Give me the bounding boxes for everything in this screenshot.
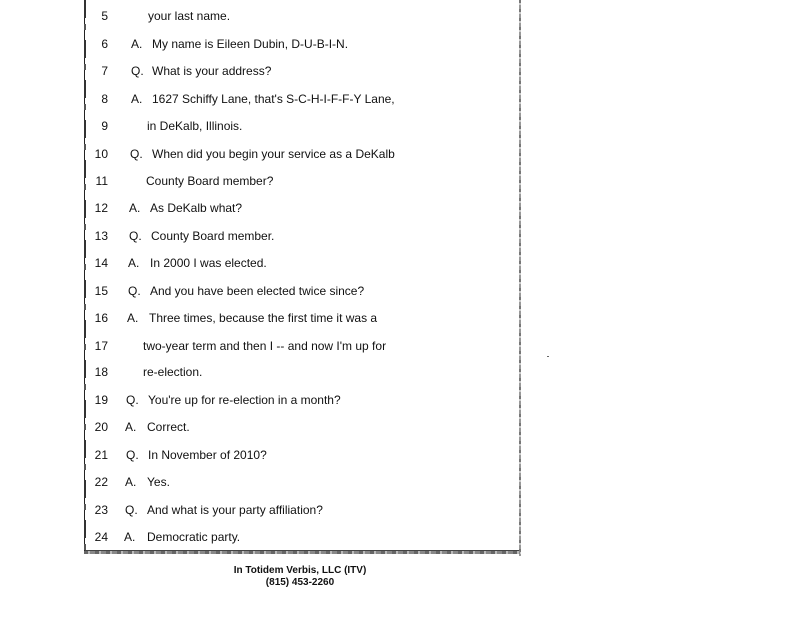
line-number: 18: [94, 365, 108, 379]
line-text: And you have been elected twice since?: [150, 284, 365, 298]
line-number: 20: [94, 420, 108, 434]
line-text: What is your address?: [152, 64, 272, 78]
speaker-label: Q.: [131, 64, 144, 78]
speaker-label: A.: [129, 201, 141, 215]
line-number: 10: [94, 147, 108, 161]
transcript-line: [0, 527, 520, 547]
line-text: Yes.: [147, 475, 170, 489]
speaker-label: Q.: [126, 393, 139, 407]
line-text: re-election.: [143, 365, 203, 379]
line-number: 19: [94, 393, 108, 407]
line-text: your last name.: [148, 9, 231, 23]
transcript-line: [0, 308, 520, 328]
speaker-label: A.: [127, 311, 139, 325]
speaker-label: A.: [131, 37, 143, 51]
speaker-label: A.: [131, 92, 143, 106]
transcript-line: [0, 417, 520, 437]
speaker-label: Q.: [125, 503, 138, 517]
line-number: 22: [94, 475, 108, 489]
speaker-label: Q.: [130, 147, 143, 161]
line-number: 15: [94, 284, 108, 298]
line-number: 13: [94, 229, 108, 243]
transcript-line: [0, 390, 520, 410]
transcript-line: [0, 171, 520, 191]
transcript-line: [0, 6, 520, 26]
line-text: County Board member.: [151, 229, 275, 243]
transcript-line: [0, 281, 520, 301]
line-number: 21: [94, 448, 108, 462]
line-number: 6: [101, 37, 108, 51]
line-number: 14: [94, 256, 108, 270]
speaker-label: Q.: [128, 284, 141, 298]
transcript-line: [0, 253, 520, 273]
line-number: 16: [94, 311, 108, 325]
line-text: Democratic party.: [147, 530, 241, 544]
line-text: In November of 2010?: [148, 448, 267, 462]
transcript-line: [0, 445, 520, 465]
line-text: When did you begin your service as a DeKalb: [152, 147, 395, 161]
transcript-line: [0, 500, 520, 520]
transcript-line: [0, 362, 520, 382]
court-reporter-phone: (815) 453-2260: [265, 577, 335, 588]
line-text: My name is Eileen Dubin, D-U-B-I-N.: [152, 37, 349, 51]
line-number: 8: [101, 92, 108, 106]
speaker-label: A.: [124, 530, 136, 544]
transcript-line: [0, 144, 520, 164]
line-text: As DeKalb what?: [150, 201, 243, 215]
line-number: 9: [101, 119, 108, 133]
transcript-line: [0, 116, 520, 136]
line-number: 17: [94, 339, 108, 353]
speaker-label: A.: [128, 256, 140, 270]
line-number: 7: [101, 64, 108, 78]
transcript-line: [0, 472, 520, 492]
line-number: 24: [94, 530, 108, 544]
speaker-label: Q.: [126, 448, 139, 462]
transcript-line: [0, 61, 520, 81]
speaker-label: Q.: [129, 229, 142, 243]
line-text: You're up for re-election in a month?: [148, 393, 341, 407]
line-text: 1627 Schiffy Lane, that's S-C-H-I-F-F-Y Lane,: [152, 92, 395, 106]
line-text: Correct.: [147, 420, 190, 434]
line-text: And what is your party affiliation?: [147, 503, 323, 517]
transcript-line: [0, 89, 520, 109]
line-text: two-year term and then I -- and now I'm up for: [143, 339, 387, 353]
transcript-line: [0, 226, 520, 246]
court-reporter-name: In Totidem Verbis, LLC (ITV): [233, 565, 367, 576]
transcript-line: [0, 198, 520, 218]
line-number: 11: [95, 174, 108, 188]
line-number: 23: [94, 503, 108, 517]
line-text: County Board member?: [146, 174, 274, 188]
line-text: in DeKalb, Illinois.: [147, 119, 243, 133]
line-text: Three times, because the first time it was a: [149, 311, 378, 325]
line-number: 12: [94, 201, 108, 215]
speaker-label: A.: [125, 475, 137, 489]
transcript-line: [0, 34, 520, 54]
line-text: In 2000 I was elected.: [150, 256, 267, 270]
speaker-label: A.: [125, 420, 137, 434]
scan-speck: [547, 356, 549, 357]
line-number: 5: [101, 9, 108, 23]
transcript-line: [0, 336, 520, 356]
